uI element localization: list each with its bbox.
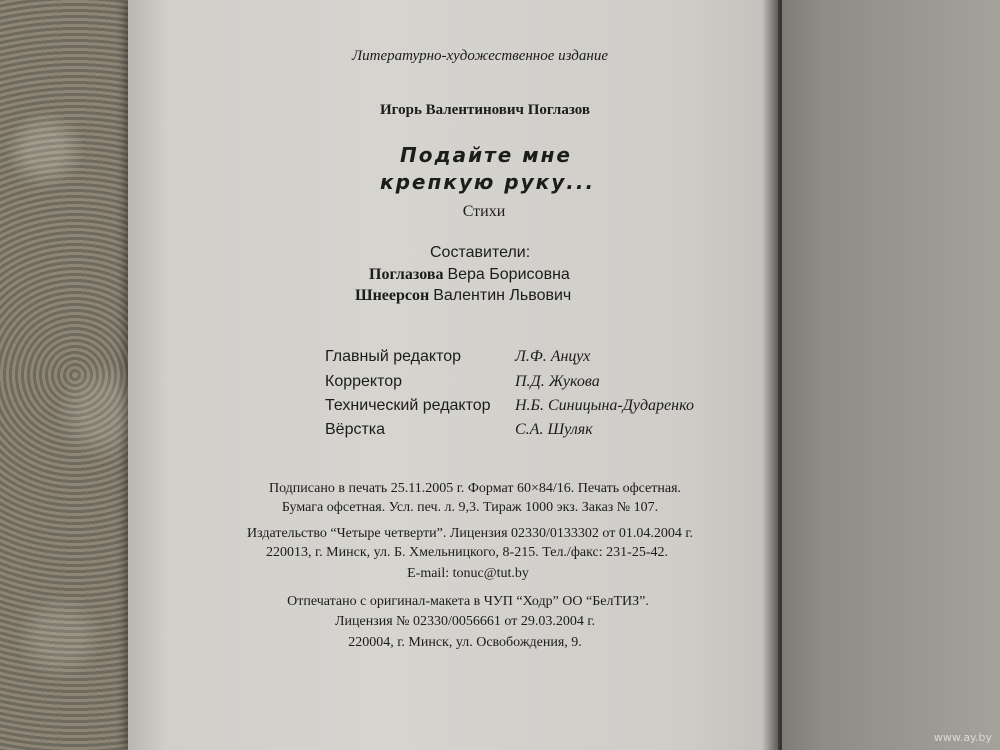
watermark: www.ay.by bbox=[933, 731, 992, 744]
printer-info-line: Лицензия № 02330/0056661 от 29.03.2004 г. bbox=[335, 614, 595, 629]
compiler-row bbox=[355, 287, 571, 305]
compiler-name: Вера Борисовна bbox=[447, 266, 570, 283]
compiler-surname: Шнеерсон bbox=[355, 287, 430, 304]
staff-person: П.Д. Жукова bbox=[515, 373, 600, 390]
genre: Стихи bbox=[462, 203, 506, 220]
book-title-line2: крепкую руку... bbox=[380, 170, 596, 194]
publisher-email: E-mail: tonuc@tut.by bbox=[407, 566, 529, 581]
staff-role: Главный редактор bbox=[325, 348, 462, 365]
print-info-line: Бумага офсетная. Усл. печ. л. 9,3. Тираж 1000 экз. Заказ № 107. bbox=[281, 500, 659, 515]
compiler-name: Валентин Львович bbox=[433, 287, 572, 304]
facing-page bbox=[778, 0, 1000, 750]
staff-person: С.А. Шуляк bbox=[515, 421, 593, 438]
printer-info-line: Отпечатано с оригинал-макета в ЧУП “Ходр” ОО “БелТИЗ”. bbox=[287, 594, 649, 609]
print-info-line: Подписано в печать 25.11.2005 г. Формат 60×84/16. Печать офсетная. bbox=[268, 481, 682, 496]
compiler-row bbox=[369, 266, 570, 284]
staff-person: Л.Ф. Анцух bbox=[515, 348, 591, 365]
compiler-surname: Поглазова bbox=[369, 266, 444, 283]
printer-info-line: 220004, г. Минск, ул. Освобождения, 9. bbox=[348, 635, 582, 650]
compilers-label: Составители: bbox=[430, 244, 531, 261]
staff-role: Корректор bbox=[325, 373, 403, 390]
staff-role: Технический редактор bbox=[325, 397, 491, 414]
staff-person: Н.Б. Синицына-Дударенко bbox=[515, 397, 694, 414]
book-gutter-shadow bbox=[762, 0, 782, 750]
author-name: Игорь Валентинович Поглазов bbox=[379, 102, 591, 118]
staff-role: Вёрстка bbox=[325, 421, 386, 438]
publisher-info-line: 220013, г. Минск, ул. Б. Хмельницкого, 8-215. Тел./факс: 231-25-42. bbox=[266, 545, 668, 560]
publisher-info-line: Издательство “Четыре четверти”. Лицензия 02330/0133302 от 01.04.2004 г. bbox=[246, 526, 694, 541]
book-title-line1: Подайте мне bbox=[400, 143, 572, 167]
edition-type: Литературно-художественное издание bbox=[352, 48, 608, 64]
